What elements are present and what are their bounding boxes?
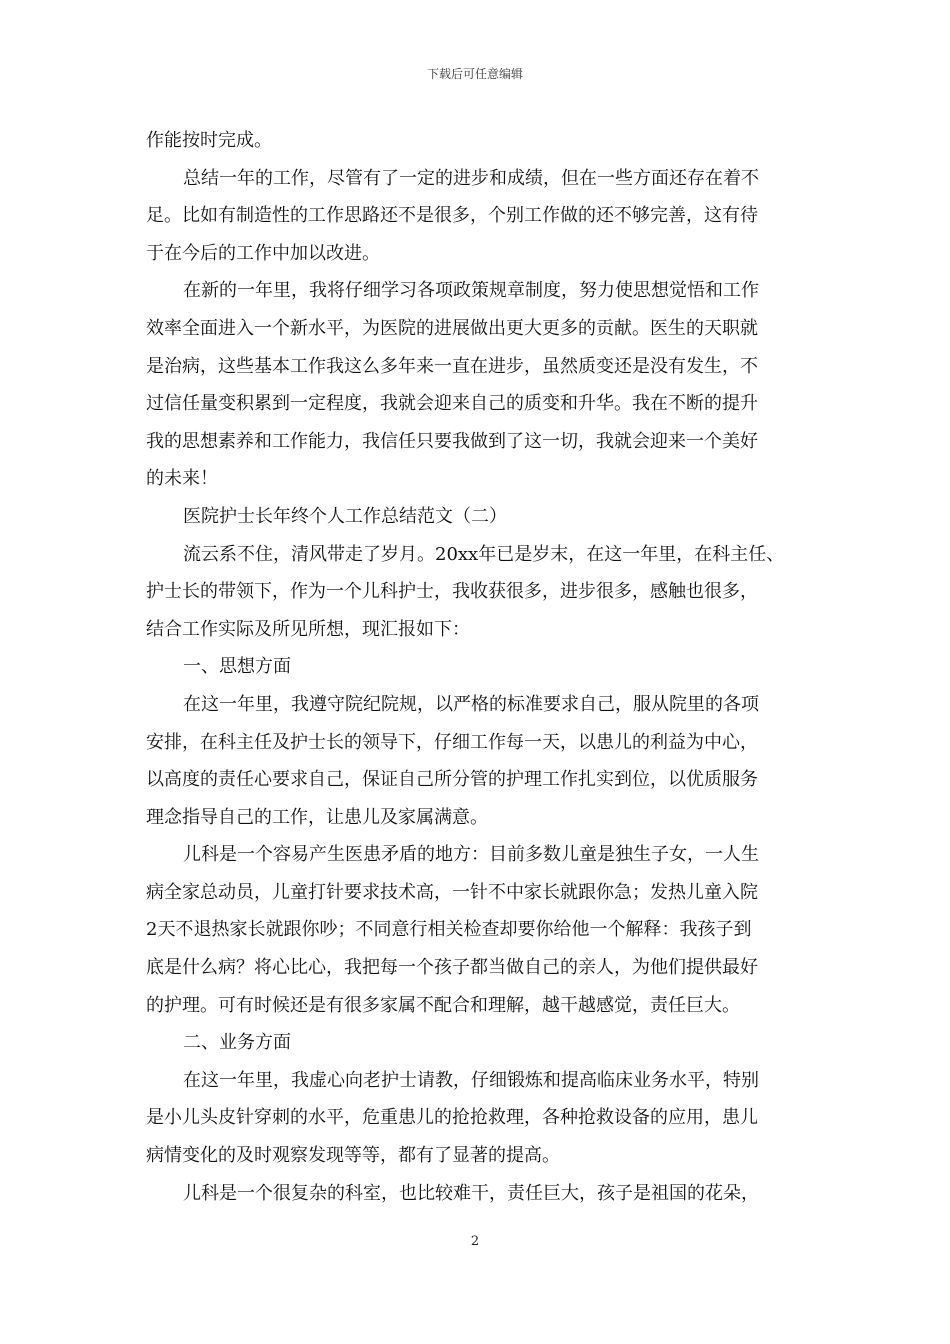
paragraph-start: 儿科是一个容易产生医患矛盾的地方：目前多数儿童是独生子女，一人生 xyxy=(183,844,759,866)
text-line: 足。比如有制造性的工作思路还不是很多，个别工作做的还不够完善，这有待 xyxy=(146,205,758,227)
text-line: 病全家总动员，儿童打针要求技术高，一针不中家长就跟你急；发热儿童入院 xyxy=(146,881,758,903)
paragraph-start: 在这一年里，我虚心向老护士请教，仔细锻炼和提高临床业务水平，特别 xyxy=(183,1069,759,1091)
paragraph-start: 在这一年里，我遵守院纪院规，以严格的标准要求自己，服从院里的各项 xyxy=(183,693,759,715)
section-title: 医院护士长年终个人工作总结范文（二） xyxy=(183,505,507,527)
text-line: 2天不退热家长就跟你吵；不同意行相关检查却要你给他一个解释：我孩子到 xyxy=(146,919,752,941)
page-header: 下载后可任意编辑 xyxy=(426,67,523,81)
paragraph-start: 总结一年的工作，尽管有了一定的进步和成绩，但在一些方面还存在着不 xyxy=(183,167,759,189)
paragraph-start: 儿科是一个很复杂的科室，也比较难干，责任巨大，孩子是祖国的花朵， xyxy=(183,1182,759,1204)
text-line: 护士长的带领下，作为一个儿科护士，我收获很多，进步很多，感触也很多， xyxy=(146,581,758,603)
text-line: 过信任量变积累到一定程度，我就会迎来自己的质变和升华。我在不断的提升 xyxy=(146,393,758,415)
text-line: 作能按时完成。 xyxy=(146,130,272,151)
text-line: 结合工作实际及所见所想，现汇报如下： xyxy=(146,618,470,640)
text-line: 效率全面进入一个新水平，为医院的进展做出更大更多的贡献。医生的天职就 xyxy=(146,317,758,339)
text-line: 病情变化的及时观察发现等等，都有了显著的提高。 xyxy=(146,1145,560,1167)
text-line: 我的思想素养和工作能力，我信任只要我做到了这一切，我就会迎来一个美好 xyxy=(146,430,758,452)
text-line: 的护理。可有时候还是有很多家属不配合和理解，越干越感觉，责任巨大。 xyxy=(146,994,740,1016)
text-line: 理念指导自己的工作，让患儿及家属满意。 xyxy=(146,806,488,828)
text-line: 以高度的责任心要求自己，保证自己所分管的护理工作扎实到位，以优质服务 xyxy=(146,769,758,791)
paragraph-start: 在新的一年里，我将仔细学习各项政策规章制度，努力使思想觉悟和工作 xyxy=(183,280,759,302)
text-line: 底是什么病？将心比心，我把每一个孩子都当做自己的亲人，为他们提供最好 xyxy=(146,957,758,979)
text-line: 安排，在科主任及护士长的领导下，仔细工作每一天，以患儿的利益为中心， xyxy=(146,731,758,753)
section-heading-business: 二、业务方面 xyxy=(183,1032,291,1054)
text-line: 是小儿头皮针穿刺的水平，危重患儿的抢抢救理，各种抢救设备的应用，患儿 xyxy=(146,1107,758,1129)
text-line: 是治病，这些基本工作我这么多年来一直在进步，虽然质变还是没有发生，不 xyxy=(146,355,758,377)
paragraph-start: 流云系不住，清风带走了岁月。20xx年已是岁末，在这一年里，在科主任、 xyxy=(183,543,785,565)
page-number: 2 xyxy=(470,1234,480,1249)
text-line: 于在今后的工作中加以改进。 xyxy=(146,242,380,264)
document-body xyxy=(146,122,814,1212)
text-line: 的未来！ xyxy=(146,468,218,490)
section-heading-thought: 一、思想方面 xyxy=(183,656,291,678)
